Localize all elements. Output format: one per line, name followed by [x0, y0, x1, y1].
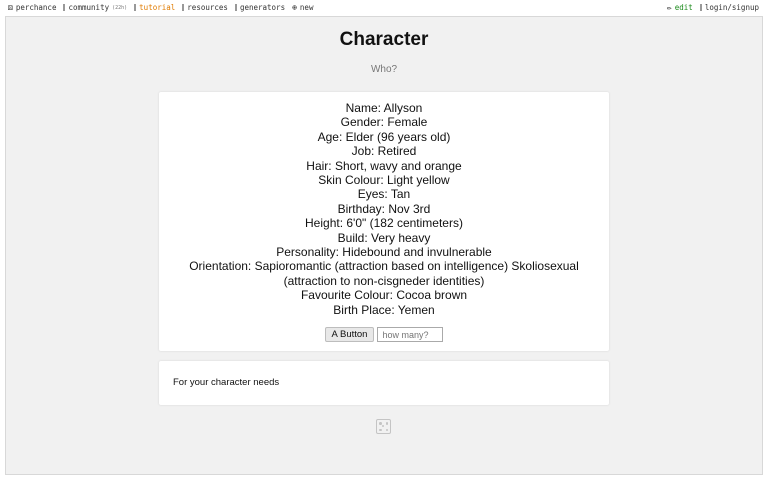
- nav-new-label: new: [299, 3, 314, 12]
- separator-icon: [235, 4, 237, 11]
- separator-icon: [134, 4, 136, 11]
- nav-tutorial-label: tutorial: [139, 3, 176, 12]
- page-title: Character: [339, 29, 429, 50]
- output-line: Height: 6'0" (182 centimeters): [305, 216, 463, 231]
- nav-resources[interactable]: [182, 3, 228, 12]
- output-line: Job: Retired: [351, 144, 417, 159]
- count-input[interactable]: [377, 327, 443, 342]
- plus-icon: ⊕: [292, 3, 297, 12]
- output-line: Skin Colour: Light yellow: [318, 173, 450, 188]
- nav-perchance[interactable]: [8, 3, 56, 12]
- nav-edit-label: edit: [674, 3, 693, 12]
- separator-icon: [63, 4, 65, 11]
- output-line: Build: Very heavy: [337, 230, 431, 245]
- dice-icon[interactable]: [376, 419, 391, 434]
- controls-row: [159, 327, 609, 342]
- output-line: Birthday: Nov 3rd: [337, 201, 431, 216]
- community-badge: (22h): [112, 4, 128, 11]
- output-line: Birth Place: Yemen: [333, 302, 435, 317]
- nav-community-label: community: [68, 3, 110, 12]
- output-list: [159, 101, 609, 317]
- pencil-icon: ✏: [666, 3, 672, 12]
- separator-icon: [182, 4, 184, 11]
- output-line: Gender: Female: [340, 115, 428, 130]
- nav-edit[interactable]: [667, 3, 693, 12]
- output-line: Personality: Hidebound and invulnerable: [276, 245, 492, 260]
- output-line: Name: Allyson: [345, 101, 423, 115]
- output-line: Age: Elder (96 years old): [317, 129, 451, 144]
- output-line: Orientation: Sapioromantic (attraction based on intelligence) Skoliosexual (attraction to non-cisgneder identities): [189, 259, 579, 288]
- nav-login-label: login/signup: [704, 3, 759, 12]
- nav-generators[interactable]: [235, 3, 285, 12]
- nav-left: [8, 3, 320, 12]
- page-subtitle: Who?: [370, 64, 398, 75]
- nav-resources-label: resources: [187, 3, 228, 12]
- nav-tutorial[interactable]: [134, 3, 175, 12]
- nav-right: [667, 3, 759, 12]
- description-text: For your character needs: [173, 377, 280, 388]
- output-card: [159, 92, 609, 351]
- nav-generators-label: generators: [239, 3, 286, 12]
- separator-icon: [700, 4, 702, 11]
- nav-community[interactable]: [63, 3, 127, 12]
- output-line: Hair: Short, wavy and orange: [306, 158, 462, 173]
- output-line: Favourite Colour: Cocoa brown: [300, 288, 468, 303]
- output-line: Eyes: Tan: [357, 187, 411, 202]
- nav-perchance-label: perchance: [15, 3, 57, 12]
- nav-new[interactable]: [292, 3, 313, 12]
- top-nav: [0, 0, 768, 16]
- dice-icon: ⚄: [8, 3, 13, 12]
- nav-login[interactable]: [700, 3, 759, 12]
- generate-button[interactable]: A Button: [325, 327, 375, 342]
- description-card: [159, 361, 609, 405]
